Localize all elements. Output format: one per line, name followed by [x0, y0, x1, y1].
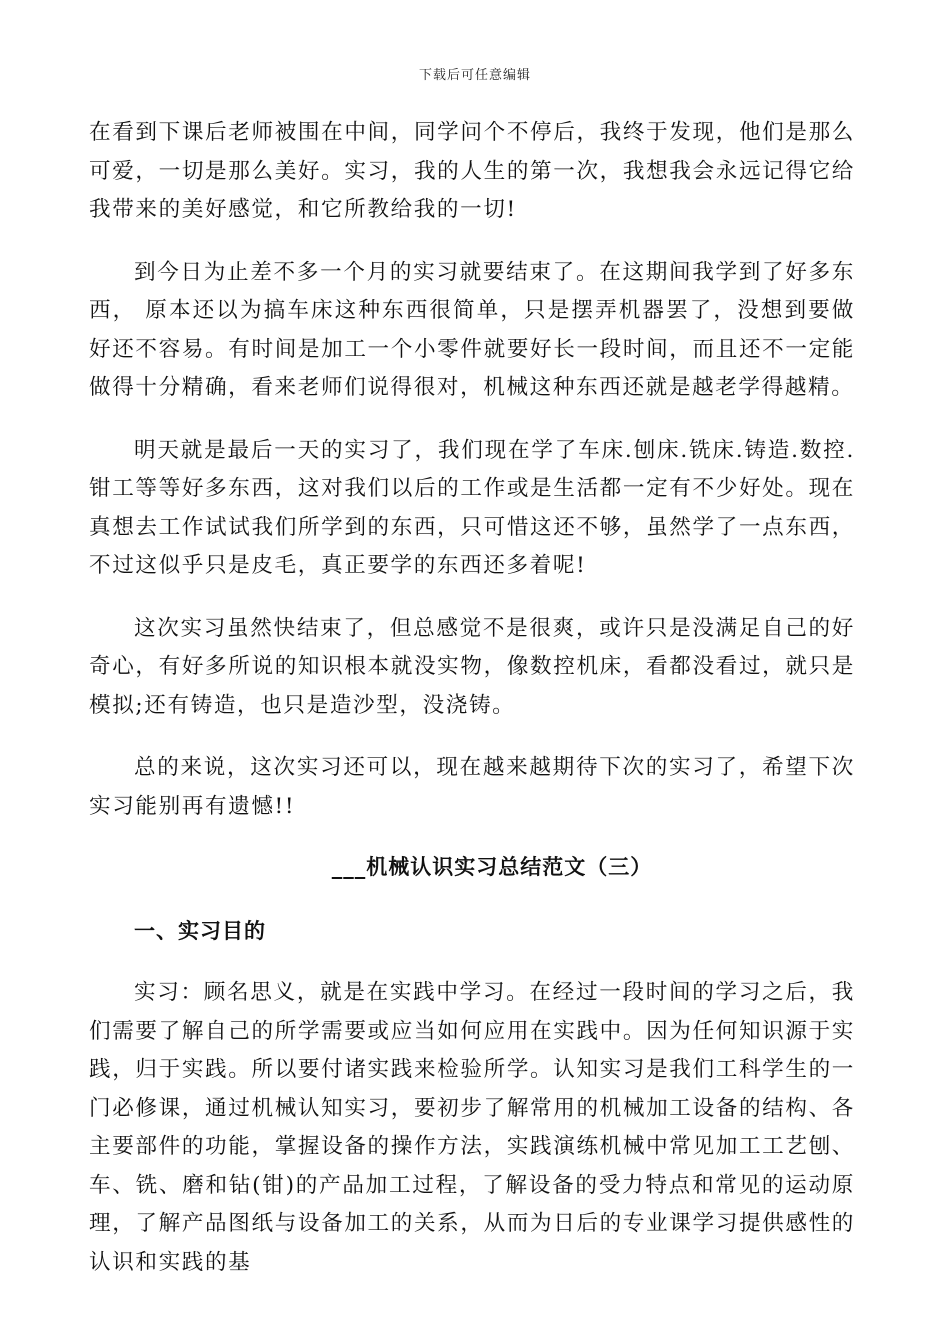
- paragraph-2: 到今日为止差不多一个月的实习就要结束了。在这期间我学到了好多东西， 原本还以为搞车床这种东西很简单，只是摆弄机器罢了，没想到要做好还不容易。有时间是加工一个小零件就要好长一段时间，而且还不一定能做得十分精确，看来老师们说得很对，机械这种东西还就是越老学得越精。: [89, 259, 855, 400]
- subsection-title: 一、实习目的: [134, 919, 266, 943]
- paragraph-3: 明天就是最后一天的实习了，我们现在学了车床.刨床.铣床.铸造.数控.钳工等等好多东西，这对我们以后的工作或是生活都一定有不少好处。现在真想去工作试试我们所学到的东西，只可惜这还不够，虽然学了一点东西，不过这似乎只是皮毛，真正要学的东西还多着呢!: [89, 437, 855, 578]
- paragraph-6: 实习：顾名思义，就是在实践中学习。在经过一段时间的学习之后，我们需要了解自己的所学需要或应当如何应用在实践中。因为任何知识源于实践，归于实践。所以要付诸实践来检验所学。认知实习是我们工科学生的一门必修课，通过机械认知实习，要初步了解常用的机械加工设备的结构、各主要部件的功能，掌握设备的操作方法，实践演练机械中常见加工工艺刨、车、铣、磨和钻(钳)的产品加工过程，了解设备的受力特点和常见的运动原理，了解产品图纸与设备加工的关系，从而为日后的专业课学习提供感性的认识和实践的基: [89, 980, 855, 1275]
- paragraph-4: 这次实习虽然快结束了，但总感觉不是很爽，或许只是没满足自己的好奇心，有好多所说的知识根本就没实物，像数控机床，看都没看过，就只是模拟;还有铸造，也只是造沙型，没浇铸。: [89, 615, 855, 718]
- page-header: 下载后可任意编辑: [418, 68, 531, 83]
- document-body: [89, 114, 855, 1306]
- section-title: ___机械认识实习总结范文（三）: [331, 855, 653, 879]
- paragraph-1: 在看到下课后老师被围在中间，同学问个不停后，我终于发现，他们是那么可爱，一切是那么美好。实习，我的人生的第一次，我想我会永远记得它给我带来的美好感觉，和它所教给我的一切!: [89, 120, 855, 222]
- paragraph-5: 总的来说，这次实习还可以，现在越来越期待下次的实习了，希望下次实习能别再有遗憾!!: [89, 755, 855, 819]
